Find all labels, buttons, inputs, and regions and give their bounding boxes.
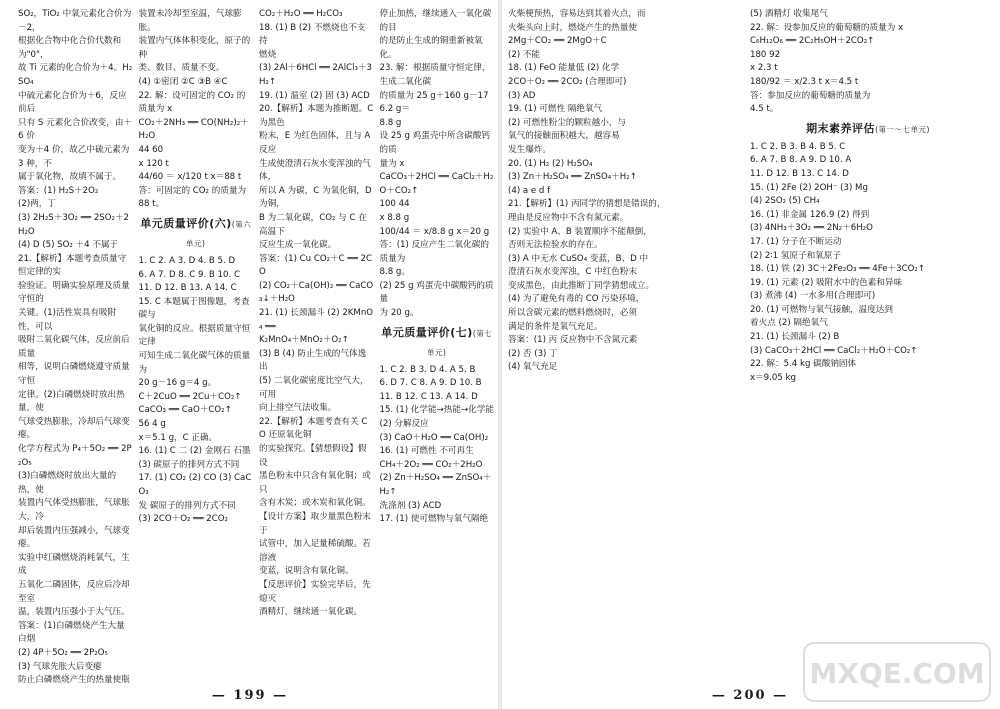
answer-line: B 为二氧化碳，CO₂ 与 C 在高温下 bbox=[259, 212, 367, 237]
answer-line: 6. A 7. B 8. A 9. D 10. A bbox=[750, 155, 852, 166]
answer-line: (3) CaO＋H₂O ══ Ca(OH)₂ bbox=[379, 432, 489, 443]
answer-line: 15. C 本题属于图像题，考查碳与 bbox=[138, 296, 250, 321]
answer-line: 15. (1) 2Fe (2) 2OH⁻ (3) Mg bbox=[750, 182, 868, 193]
answer-line: (3)白磷燃烧时放出大量的热，使 bbox=[18, 471, 117, 495]
answer-line: (5) 二氧化碳密度比空气大，可用 bbox=[259, 376, 369, 400]
answer-line: 6. A 7. D 8. C 9. B 10. C bbox=[138, 269, 240, 280]
answer-line: 黑色粉末中只含有氧化铜；或只 bbox=[259, 471, 371, 495]
answer-line: C₆H₁₂O₆ ══ 2C₂H₅OH＋2CO₂↑ bbox=[750, 36, 875, 47]
answer-line: 21.【解析】本题考查质量守恒定律的实 bbox=[18, 253, 127, 278]
answer-line: (3) 2CO＋O₂ ══ 2CO₂ bbox=[138, 514, 228, 525]
answer-line: x 8.8 g bbox=[379, 212, 410, 223]
answer-line: 100/44 ＝ x/8.8 g x＝20 g bbox=[379, 226, 490, 237]
answer-line: 防止白磷燃烧产生的热量使瓶 bbox=[18, 675, 130, 686]
answer-line: CO₂＋H₂O ══ H₂CO₃ bbox=[259, 9, 343, 19]
answer-line: 吸附二氧化碳气体，反应前后质量 bbox=[18, 335, 130, 359]
answer-line: 答案：(1)白磷燃烧产生大量白烟 bbox=[18, 620, 125, 645]
answer-line: 变成黑色，由此推断丁同学猜想成立。 bbox=[508, 280, 655, 291]
answer-line: 生成使澄清石灰水变浑浊的气体， bbox=[259, 158, 371, 183]
answer-line: 的质量为 25 g＋160 g－176.2 g＝ bbox=[379, 90, 489, 115]
right-page bbox=[500, 0, 1000, 709]
answer-line: (3) 碳原子的排列方式不同 bbox=[138, 459, 240, 470]
answer-line: 属于氧化物，故填不属于。 bbox=[18, 172, 122, 183]
answer-line: 装置内气体体积变化，原子的种 bbox=[138, 36, 251, 60]
answer-line: 试管中，加入足量稀硫酸。若溶液 bbox=[259, 539, 371, 563]
answer-line: 180 92 bbox=[750, 49, 781, 60]
answer-line: 只有 S 元素化合价改变，由＋6 价 bbox=[18, 117, 133, 142]
answer-line: (4) a e d f bbox=[508, 185, 551, 196]
answer-line: 23. 解：根据质量守恒定律，生成二氧化碳 bbox=[379, 63, 491, 87]
answer-line: 18. (1) B (2) 不燃烧也不支持 bbox=[259, 22, 366, 47]
left-column-3 bbox=[259, 8, 374, 679]
answer-line: (3) A 中无水 CuSO₄ 变蓝，B、D 中 bbox=[508, 253, 649, 264]
section-subtitle: (第六单元) bbox=[186, 219, 252, 248]
answer-line: 所以 A 为碳，C 为氧化铜，D 为铜， bbox=[259, 185, 372, 210]
answer-line: (3) B (4) 防止生成的气体逸出 bbox=[259, 348, 367, 373]
answer-line: 6. D 7. C 8. A 9. D 10. B bbox=[379, 378, 482, 389]
answer-line: 装置未冷却至室温，气球膨胀。 bbox=[138, 9, 242, 33]
page-number-right: — 200 — bbox=[711, 688, 789, 703]
answer-line: (2) 2∶1 氢原子和氧原子 bbox=[750, 250, 841, 261]
answer-line: 180/92 ＝ x/2.3 t x＝4.5 t bbox=[750, 76, 859, 87]
answer-line: C＋2CuO ══ 2Cu＋CO₂↑ bbox=[138, 391, 242, 402]
answer-line: 气球受热膨胀，冷却后气球变瘪。 bbox=[18, 416, 130, 441]
answer-line: 满足的条件是氧气充足。 bbox=[508, 321, 603, 332]
answer-line: 故 Ti 元素的化合价为＋4。H₂SO₄ bbox=[18, 63, 133, 87]
answer-line: 着火点 (2) 隔绝氧气 bbox=[750, 318, 828, 329]
answer-line: 答：可固定的 CO₂ 的质量为 88 t。 bbox=[138, 185, 247, 210]
answer-line: (2) Zn＋H₂SO₄ ══ ZnSO₄＋H₂↑ bbox=[379, 473, 492, 497]
right-columns bbox=[508, 8, 986, 679]
answer-line: 答案：(1) 丙 反应物中不含氮元素 bbox=[508, 335, 638, 346]
answer-line: 18. (1) FeO 能量低 (2) 化学 bbox=[508, 63, 620, 74]
answer-line: (2) CO₂＋Ca(OH)₂ ══ CaCO₃↓＋H₂O bbox=[259, 280, 374, 305]
left-column-4 bbox=[380, 8, 495, 679]
answer-line: 氧气的接触面积越大，越容易 bbox=[508, 131, 620, 142]
answer-line: 20. (1) 可燃物与氧气接触，温度达到 bbox=[750, 304, 894, 315]
answer-line: 温，装置内压强小于大气压。 bbox=[18, 607, 130, 618]
answer-line: 17. (1) CO₂ (2) CO (3) CaCO₃ bbox=[138, 473, 252, 497]
answer-line: 停止加热，继续通入一氧化碳的目 bbox=[379, 9, 492, 33]
answer-line: (2)两，丁 bbox=[18, 199, 56, 210]
answer-line: 16. (1) 可燃性 不可再生 bbox=[379, 446, 474, 457]
answer-line: (4) ①密闭 ②C ③B ④C bbox=[138, 76, 228, 87]
answer-line: (3) 煮沸 (4) 一水多用(合理即可) bbox=[750, 291, 876, 302]
section-title: 单元质量评价(七) bbox=[381, 325, 473, 339]
answer-line: 22. 解：设可固定的 CO₂ 的质量为 x bbox=[138, 90, 246, 115]
answer-line: 发 碳原子的排列方式不同 bbox=[138, 500, 236, 511]
answer-line: (3) Zn＋H₂SO₄ ══ ZnSO₄＋H₂↑ bbox=[508, 172, 637, 183]
answer-line: (3) AD bbox=[508, 90, 536, 101]
right-column-2 bbox=[750, 8, 986, 679]
right-column-1 bbox=[508, 8, 744, 679]
left-columns bbox=[18, 8, 494, 686]
answer-line: 1. C 2. A 3. D 4. B 5. D bbox=[138, 255, 236, 266]
answer-line: 15. (1) 化学能→热能→化学能 bbox=[379, 405, 494, 416]
answer-line: 答：参加反应的葡萄糖的质量为 bbox=[750, 90, 871, 101]
answer-line: 反应生成一氧化碳。 bbox=[259, 240, 337, 251]
answer-line: 20.【解析】本题为推断题。C 为黑色 bbox=[259, 104, 374, 128]
answer-line: (3) CaCO₃＋2HCl ══ CaCl₂＋H₂O＋CO₂↑ bbox=[750, 345, 918, 356]
answer-line: 变蓝，说明含有氧化铜。 bbox=[259, 566, 354, 577]
answer-line: 化学方程式为 P₄＋5O₂ ══ 2P₂O₅ bbox=[18, 444, 132, 468]
section-heading bbox=[139, 215, 254, 253]
answer-line: 答案：(1) Cu CO₂＋C ══ 2CO bbox=[259, 253, 372, 278]
answer-line: 19. (1) 元素 (2) 吸附水中的色素和异味 bbox=[750, 277, 903, 288]
answer-line: 实验中红磷燃烧消耗氧气，生成 bbox=[18, 552, 130, 577]
answer-line: 1. C 2. B 3. B 4. B 5. C bbox=[750, 141, 846, 152]
answer-line: 酒精灯，继续通一氧化碳。 bbox=[259, 607, 363, 618]
answer-line: CaCO₃ ══ CaO＋CO₂↑ bbox=[138, 405, 232, 416]
answer-line: 五氧化二磷固体，反应后冷却至室 bbox=[18, 579, 130, 604]
answer-line: (4) 为了避免有毒的 CO 污染环境， bbox=[508, 294, 645, 305]
answer-line: 答：(1) 反应产生二氧化碳的质量为 bbox=[379, 240, 489, 264]
answer-line: (4) D (5) SO₂ ＋4 不属于 bbox=[18, 240, 119, 251]
section-heading bbox=[380, 324, 495, 362]
answer-line: 理由是反应物中不含有氮元素。 bbox=[508, 212, 629, 223]
answer-line: 56 4 g bbox=[138, 419, 166, 430]
answer-line: 16. (1) 非金属 126.9 (2) 得到 bbox=[750, 209, 870, 220]
answer-line: 11. B 12. C 13. A 14. D bbox=[379, 391, 478, 402]
answer-line: 量为 x bbox=[379, 158, 405, 169]
watermark-logo bbox=[802, 639, 992, 705]
answer-line: (2) 25 g 鸡蛋壳中碳酸钙的质量 bbox=[379, 280, 494, 305]
answer-line: 21. (1) 长颈漏斗 (2) 2KMnO₄ ══ bbox=[259, 308, 374, 332]
answer-line: (2) 4P＋5O₂ ══ 2P₂O₅ bbox=[18, 647, 108, 658]
answer-line: (4) 氧气充足 bbox=[508, 362, 558, 373]
answer-line: (3) 气球先胀大后变瘪 bbox=[18, 661, 102, 672]
answer-line: 否则无法检验水的存在。 bbox=[508, 240, 603, 251]
section-subtitle: (第一～七单元) bbox=[875, 124, 930, 134]
answer-line: x＝9.05 kg bbox=[750, 372, 796, 383]
answer-line: 16. (1) C 二 (2) 金刚石 石墨 bbox=[138, 446, 251, 457]
answer-line: 中硫元素化合价为＋6，反应前后 bbox=[18, 90, 127, 115]
answer-line: 为 20 g。 bbox=[379, 308, 419, 319]
answer-line: 2Mg＋CO₂ ══ 2MgO＋C bbox=[508, 36, 607, 47]
answer-line: 11. D 12. B 13. C 14. D bbox=[750, 168, 849, 179]
answer-line: 21.【解析】(1) 丙同学的猜想是错误的， bbox=[508, 199, 666, 210]
answer-line: K₂MnO₄＋MnO₂＋O₂↑ bbox=[259, 335, 349, 346]
answer-line: (2) 实验中 A、B 装置顺序不能颠倒， bbox=[508, 226, 652, 237]
answer-line: SO₂，TiO₂ 中氧元素化合价为－2， bbox=[18, 9, 132, 33]
left-column-2 bbox=[139, 8, 254, 679]
answer-line: 22. 解：5.4 kg 碳酸钠固体 bbox=[750, 359, 857, 370]
answer-line: 变为＋4 价，故乙中硫元素为 3 种，不 bbox=[18, 144, 130, 169]
page-number-left: — 199 — bbox=[211, 688, 289, 703]
answer-line: CO₂＋2NH₃ ══ CO(NH₂)₂＋H₂O bbox=[138, 117, 249, 142]
answer-line: 验验证。明确实验原理及质量守恒的 bbox=[18, 280, 130, 305]
answer-line: 21. (1) 长颈漏斗 (2) B bbox=[750, 332, 840, 343]
answer-line: 19. (1) 温室 (2) 固 (3) ACD bbox=[259, 90, 370, 101]
answer-line: 可知生成二氧化碳气体的质量为 bbox=[138, 351, 251, 375]
answer-line: 22.【解析】本题考查有关 CO 还原氧化铜 bbox=[259, 416, 368, 441]
answer-line: 火柴头向上时，燃烧产生的热量使 bbox=[508, 22, 637, 33]
answer-line: 20 g－16 g＝4 g。 bbox=[138, 378, 217, 389]
answer-line: 氧化铜的反应。根据质量守恒定律 bbox=[138, 323, 251, 348]
answer-line: (3) 2Al＋6HCl ══ 2AlCl₃＋3H₂↑ bbox=[259, 63, 372, 87]
answer-line: 关键。(1)活性炭具有吸附性，可以 bbox=[18, 308, 117, 332]
answer-line: 44/60 ＝ x/120 t x＝88 t bbox=[138, 172, 242, 183]
answer-line: 装置内气体受热膨胀，气球胀大，冷 bbox=[18, 498, 130, 522]
answer-line: 17. (1) 使可燃物与氧气隔绝 bbox=[379, 514, 489, 525]
answer-line: 17. (1) 分子在不断运动 bbox=[750, 236, 842, 247]
answer-line: 却后装置内压强减小，气球变瘪。 bbox=[18, 525, 130, 550]
section-title: 期末素养评估 bbox=[806, 121, 876, 135]
section-heading bbox=[750, 120, 986, 139]
answer-line: x 120 t bbox=[138, 158, 169, 169]
section-title: 单元质量评价(六) bbox=[140, 216, 232, 230]
answer-line: 燃烧 bbox=[259, 49, 277, 60]
answer-line: 2CO＋O₂ ══ 2CO₂ (合理即可) bbox=[508, 76, 627, 87]
left-column-1 bbox=[18, 8, 133, 686]
answer-line: 【反思评价】实验完毕后，先熄灭 bbox=[259, 579, 371, 604]
answer-line: 澄清石灰水变浑浊，C 中红色粉末 bbox=[508, 267, 638, 278]
answer-line: (2) 不能 bbox=[508, 49, 541, 60]
answer-line: 的是防止生成的铜重新被氧化。 bbox=[379, 36, 483, 60]
answer-line: (4) 2SO₂ (5) CH₄ bbox=[750, 196, 820, 207]
answer-line: (2) 否 (3) 丁 bbox=[508, 348, 558, 359]
answer-line: 【设计方案】取少量黑色粉末于 bbox=[259, 511, 371, 536]
answer-line: 1. C 2. B 3. D 4. A 5. B bbox=[379, 364, 476, 375]
answer-line: 11. D 12. B 13. A 14. C bbox=[138, 283, 237, 294]
answer-line: (3) 2H₂S＋3O₂ ══ 2SO₂＋2H₂O bbox=[18, 212, 130, 237]
answer-line: (5) 酒精灯 收集尾气 bbox=[750, 9, 828, 19]
answer-line: 设 25 g 鸡蛋壳中所含碳酸钙的质 bbox=[379, 131, 491, 155]
answer-line: x＝5.1 g，C 正确。 bbox=[138, 432, 218, 443]
answer-line: 火柴梗预热，容易达到其着火点，而 bbox=[508, 9, 646, 19]
answer-line: 19. (1) 可燃性 隔绝氧气 bbox=[508, 104, 603, 115]
answer-line: (3) 4NH₃＋3O₂ ══ 2N₂＋6H₂O bbox=[750, 223, 873, 234]
answer-line: 18. (1) 铁 (2) 3C＋2Fe₂O₃ ══ 4Fe＋3CO₂↑ bbox=[750, 264, 925, 275]
answer-line: CaCO₃＋2HCl ══ CaCl₂＋H₂O＋CO₂↑ bbox=[379, 172, 494, 196]
answer-line: 根据化合物中化合价代数和为"0"， bbox=[18, 36, 122, 60]
answer-line: (2) 分解反应 bbox=[379, 419, 429, 430]
answer-line: (2) 可燃性粉尘的颗粒越小，与 bbox=[508, 117, 627, 128]
answer-line: 含有木炭；或木炭和氧化铜。 bbox=[259, 498, 371, 509]
answer-line: 22. 解：设参加反应的葡萄糖的质量为 x bbox=[750, 22, 904, 33]
answer-line: 8.8 g bbox=[379, 117, 402, 128]
answer-line: 答案：(1) H₂S＋2O₂ bbox=[18, 185, 99, 196]
section-subtitle: (第七单元) bbox=[427, 328, 493, 357]
answer-line: 类、数目、质量不变。 bbox=[138, 63, 225, 74]
answer-line: x 2.3 t bbox=[750, 63, 778, 74]
answer-line: 定律。(2)白磷燃烧时放出热量，使 bbox=[18, 389, 125, 414]
watermark-text: MXQE.COM bbox=[809, 657, 985, 690]
answer-line: 所以含碳元素的燃料燃烧时，必须 bbox=[508, 308, 637, 319]
answer-line: 发生爆炸。 bbox=[508, 144, 551, 155]
answer-line: 相等，说明白磷燃烧遵守质量守恒 bbox=[18, 362, 130, 387]
answer-line: 44 60 bbox=[138, 144, 164, 155]
answer-line: 100 44 bbox=[379, 199, 410, 210]
answer-line: CH₄＋2O₂ ══ CO₂＋2H₂O bbox=[379, 459, 483, 470]
answer-line: 20. (1) H₂ (2) H₂SO₄ bbox=[508, 158, 593, 169]
answer-line: 向上排空气法收集。 bbox=[259, 403, 337, 414]
answer-line: 粉末，E 为红色固体，且与 A 反应 bbox=[259, 131, 371, 155]
answer-line: 8.8 g。 bbox=[379, 267, 410, 278]
answer-line: 的实验探究。【猜想假设】假设 bbox=[259, 444, 367, 468]
answer-line: 4.5 t。 bbox=[750, 104, 779, 115]
answer-line: 洗涤剂 (3) ACD bbox=[379, 500, 442, 511]
